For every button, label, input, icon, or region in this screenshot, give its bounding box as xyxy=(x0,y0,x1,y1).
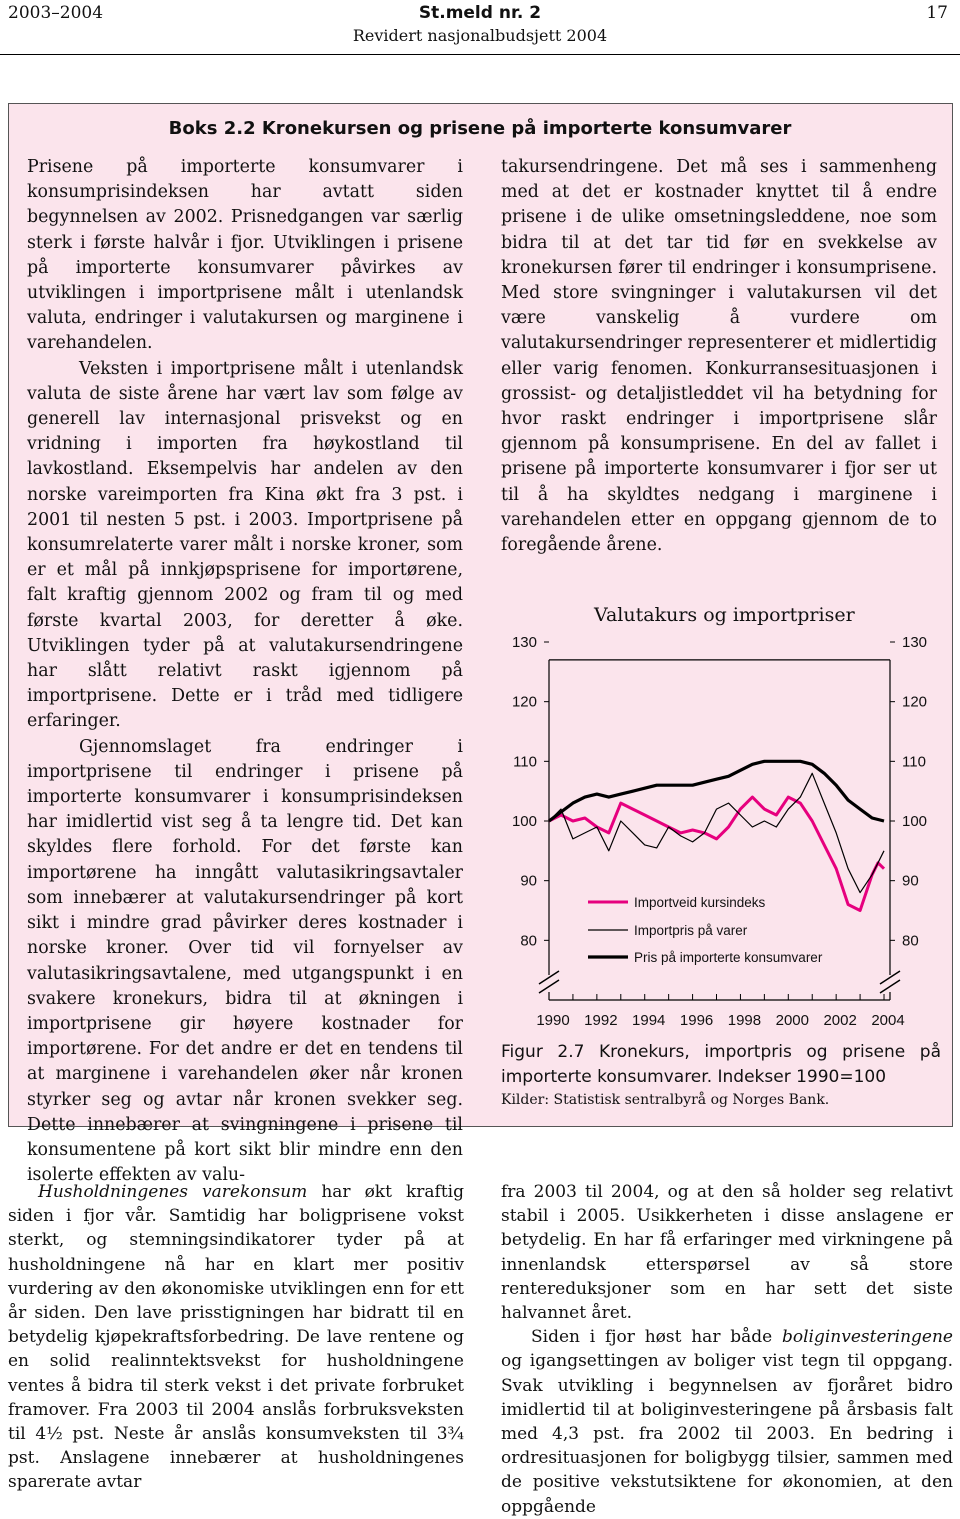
box-title: Boks 2.2 Kronekursen og prisene på importerte konsumvarer xyxy=(168,118,792,139)
body-right-paragraph-2: Siden i fjor høst har både boliginvesteringene og igangsettingen av boliger vist tegn til oppgang. Svak utvikling i begynnelsen av fjoråret bidro imidlertid til at boliginvesteringene på årsbasis falt med 4,3 pst. fra 2002 til 2003. En bedring i ordresituasjonen for boligbygg tilsier, sammen med de positive vekstutsiktene for økonomien, at den oppgående xyxy=(501,1327,953,1517)
legend-label-3: Pris på importerte konsumvarer xyxy=(634,950,823,965)
document-subtitle: Revidert nasjonalbudsjett 2004 xyxy=(352,26,608,45)
x-tick-label: 2000 xyxy=(775,1012,809,1029)
figure-source: Kilder: Statistisk sentralbyrå og Norges Bank. xyxy=(501,1092,830,1108)
x-tick-label: 1992 xyxy=(584,1012,618,1029)
y-tick-label-left: 110 xyxy=(513,753,537,771)
legend-label-1: Importveid kursindeks xyxy=(634,895,766,910)
x-tick-label: 2002 xyxy=(823,1012,857,1029)
chart-title: Valutakurs og importpriser xyxy=(594,604,855,626)
y-tick-label-right: 90 xyxy=(902,872,919,890)
y-tick-label-right: 110 xyxy=(902,753,926,771)
x-tick-label: 1994 xyxy=(632,1012,666,1029)
box-paragraph-2: Veksten i importprisene målt i utenlandsk valuta de siste årene har vært lav som følge av generell lav internasjonal prisvekst og en vridning i importen fra høykostland til lavkostland. Eksempelvis har andelen av den norske vareimporten fra Kina økt fra 3 pst. i 2001 til nesten 5 pst. i 2003. Importprisene på konsumrelaterte varer målt i norske kroner, som er et mål på innkjøpsprisene for importørene, falt kraftig gjennom 2002 og fram til og med første kvartal 2003, for deretter å øke. Utviklingen tyder på at valutakursendringene har slått relativt raskt igjennom på importprisene. Dette er i tråd med tidligere erfaringer. xyxy=(27,358,463,732)
x-tick-label: 1990 xyxy=(536,1012,570,1029)
body-left-column xyxy=(8,1180,464,1495)
page-number: 17 xyxy=(926,3,948,23)
body-right-column xyxy=(501,1180,953,1519)
header-years: 2003–2004 xyxy=(8,3,104,23)
legend-label-2: Importpris på varer xyxy=(634,923,748,938)
x-tick-label: 1996 xyxy=(679,1012,714,1029)
y-tick-label-left: 120 xyxy=(511,693,537,711)
y-tick-label-right: 100 xyxy=(902,813,928,830)
y-tick-label-left: 80 xyxy=(520,932,537,950)
body-italic-term: boliginvesteringene xyxy=(781,1327,953,1348)
document-title: St.meld nr. 2 xyxy=(418,3,542,23)
y-tick-label-left: 130 xyxy=(511,634,537,651)
y-tick-label-left: 100 xyxy=(511,813,537,830)
body-right-paragraph-1: fra 2003 til 2004, og at den så holder seg relativt stabil i 2005. Usikkerheten i disse anslagene er betydelig. En har få erfaringer med virkningene på innenlandsk etterspørsel av så store rentereduksjoner som en har sett det siste halvannet året. xyxy=(501,1182,953,1324)
body-left-text: har økt kraftig siden i fjor vår. Samtidig har boligprisene vokst sterkt, og stemningsindikatorer tyder på at husholdningene nå har en klart mer positiv vurdering av den økonomiske utviklingen enn for ett år siden. Den lave prisstigningen har bidratt til en betydelig kjøpekraftsforbedring. De lave rentene og en solid realinntektsvekst for husholdningene ventes å bidra til sterk vekst i det private forbruket framover. Fra 2003 til 2004 anslås forbruksveksten til 4½ pst. Neste år anslås konsumveksten til 3¾ pst. Anslagene innebærer at husholdningenes sparerate avtar xyxy=(8,1182,464,1493)
series-line-3 xyxy=(549,761,884,821)
y-tick-label-right: 130 xyxy=(902,634,928,651)
figure-caption: Figur 2.7 Kronekurs, importpris og prisene på importerte konsumvarer. Indekser 1990=100 xyxy=(501,1042,941,1087)
x-tick-label: 2004 xyxy=(871,1012,905,1029)
y-tick-label-right: 80 xyxy=(902,932,919,950)
x-tick-label: 1998 xyxy=(727,1012,762,1029)
series-line-1 xyxy=(549,797,884,910)
box-paragraph-1: Prisene på importerte konsumvarer i konsumprisindeksen har avtatt siden begynnelsen av 2002. Prisnedgangen var særlig sterk i første halvår i fjor. Utviklingen i prisene på importerte konsumvarer påvirkes av utviklingen i importprisene målt i utenlandsk valuta, endringer i valutakursen og marginene i varehandelen. xyxy=(27,157,463,354)
series-line-2 xyxy=(549,773,884,892)
y-tick-label-right: 120 xyxy=(902,693,928,711)
box-paragraph-4: takursendringene. Det må ses i sammenheng med at det er kostnader knyttet til å endre prisene i de ulike omsetningsleddene, noe som bidra til at det tar tid før en svekkelse av kronekursen fører til endringer i konsumprisene. Med store svingninger i valutakursen vil det være vanskelig å vurdere om valutakursendringer representerer et midlertidig eller varig fenomen. Konkurransesituasjonen i grossist- og detaljistleddet vil ha betydning for hvor raskt endringer i importprisene slår gjennom på konsumprisene. En del av fallet i prisene på importerte konsumvarer i fjor ser ut til å ha skyldtes nedgang i marginene i varehandelen etter en oppgang gjennom de to foregående årene. xyxy=(501,157,937,556)
y-tick-label-left: 90 xyxy=(520,872,537,890)
box-paragraph-3: Gjennomslaget fra endringer i importprisene til endringer i prisene på importerte konsumvarer i konsumprisindeksen har imidlertid vist seg å ta lengre tid. Det kan skyldes flere forhold. For det første kan importørene ha inngått valutasikringsavtaler som innebærer at valutakursendringer på kort sikt i mindre grad påvirker deres kostnader i norske kroner. Over tid vil fornyelser av valutasikringsavtalene, med utgangspunkt i en svakere kronekurs, bidra til at økningen i importprisene gir høyere kostnader for importørene. For det andre er det en tendens til at marginene i varehandelen øker når kronen styrker seg og avtar når kronen svekker seg. Dette innebærer at svingningene i prisene til konsumentene på kort sikt blir mindre enn den isolerte effekten av valu- xyxy=(27,736,463,1186)
body-italic-lead: Husholdningenes varekonsum xyxy=(38,1182,308,1202)
